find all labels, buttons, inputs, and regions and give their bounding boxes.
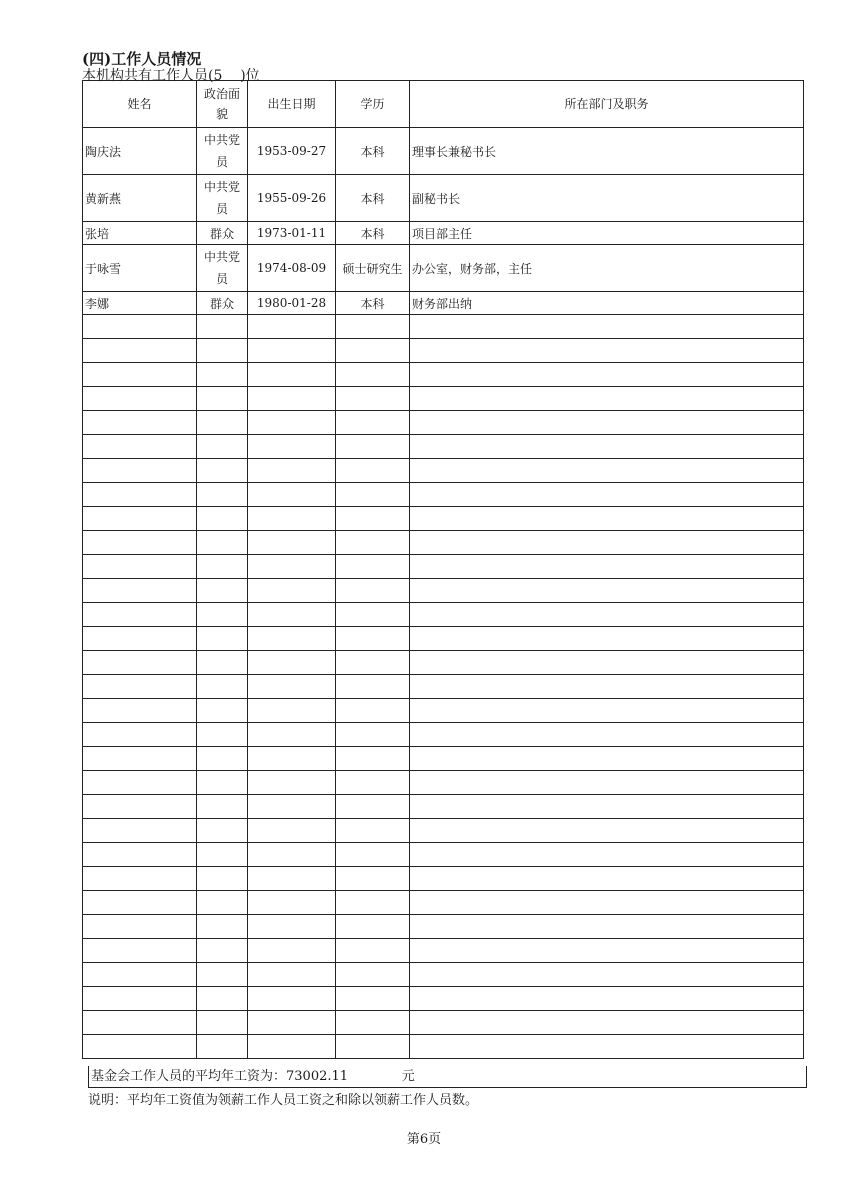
empty-cell	[83, 843, 197, 867]
empty-cell	[410, 891, 804, 915]
empty-cell	[410, 459, 804, 483]
empty-cell	[197, 531, 248, 555]
table-row	[83, 292, 804, 315]
empty-table-row	[83, 483, 804, 507]
empty-cell	[410, 651, 804, 675]
empty-cell	[410, 507, 804, 531]
cell-name: 黄新燕	[83, 175, 197, 222]
empty-cell	[410, 435, 804, 459]
staff-count-value: 5	[213, 68, 223, 84]
empty-cell	[83, 459, 197, 483]
average-salary-value: 73002.11	[286, 1069, 349, 1084]
empty-table-row	[83, 315, 804, 339]
empty-cell	[197, 363, 248, 387]
empty-cell	[410, 843, 804, 867]
header-education: 学历	[336, 81, 410, 128]
empty-cell	[410, 675, 804, 699]
empty-cell	[336, 747, 410, 771]
empty-cell	[83, 963, 197, 987]
empty-cell	[336, 1035, 410, 1059]
empty-cell	[83, 771, 197, 795]
empty-cell	[197, 603, 248, 627]
empty-cell	[336, 459, 410, 483]
empty-cell	[197, 507, 248, 531]
empty-cell	[83, 411, 197, 435]
cell-birth: 1955-09-26	[248, 175, 336, 222]
empty-cell	[197, 555, 248, 579]
empty-cell	[248, 459, 336, 483]
empty-cell	[197, 387, 248, 411]
empty-cell	[410, 627, 804, 651]
cell-education: 本科	[336, 175, 410, 222]
empty-cell	[197, 483, 248, 507]
table-header-row	[83, 81, 804, 128]
empty-cell	[336, 603, 410, 627]
empty-cell	[83, 1011, 197, 1035]
empty-cell	[248, 1011, 336, 1035]
empty-cell	[410, 795, 804, 819]
empty-table-row	[83, 819, 804, 843]
empty-cell	[248, 315, 336, 339]
empty-cell	[248, 771, 336, 795]
cell-education: 本科	[336, 222, 410, 245]
empty-table-row	[83, 939, 804, 963]
empty-cell	[197, 843, 248, 867]
empty-table-row	[83, 339, 804, 363]
empty-cell	[336, 507, 410, 531]
empty-table-row	[83, 915, 804, 939]
empty-cell	[83, 1035, 197, 1059]
table-row	[83, 245, 804, 292]
cell-name: 陶庆法	[83, 128, 197, 175]
empty-cell	[197, 699, 248, 723]
empty-cell	[336, 699, 410, 723]
empty-cell	[336, 795, 410, 819]
empty-table-row	[83, 747, 804, 771]
empty-cell	[248, 867, 336, 891]
empty-cell	[336, 627, 410, 651]
empty-cell	[410, 315, 804, 339]
salary-note: 说明：平均年工资值为领薪工作人员工资之和除以领薪工作人员数。	[88, 1093, 479, 1108]
staff-count-prefix: 本机构共有工作人员(	[82, 68, 214, 84]
empty-cell	[248, 363, 336, 387]
empty-cell	[336, 435, 410, 459]
empty-table-row	[83, 1035, 804, 1059]
header-name: 姓名	[83, 81, 197, 128]
empty-table-row	[83, 531, 804, 555]
cell-political: 中共党 员	[197, 128, 248, 175]
empty-cell	[410, 771, 804, 795]
empty-cell	[410, 699, 804, 723]
empty-table-row	[83, 411, 804, 435]
cell-birth: 1953-09-27	[248, 128, 336, 175]
table-row	[83, 222, 804, 245]
empty-cell	[248, 531, 336, 555]
empty-cell	[83, 315, 197, 339]
empty-cell	[410, 555, 804, 579]
empty-cell	[248, 699, 336, 723]
empty-cell	[410, 939, 804, 963]
empty-cell	[336, 723, 410, 747]
cell-name: 张培	[83, 222, 197, 245]
empty-table-row	[83, 507, 804, 531]
empty-cell	[410, 363, 804, 387]
empty-cell	[197, 963, 248, 987]
empty-cell	[336, 867, 410, 891]
table-row	[83, 128, 804, 175]
empty-cell	[336, 651, 410, 675]
empty-table-row	[83, 675, 804, 699]
empty-cell	[83, 387, 197, 411]
cell-political: 中共党 员	[197, 175, 248, 222]
empty-cell	[83, 699, 197, 723]
empty-cell	[336, 411, 410, 435]
empty-table-row	[83, 723, 804, 747]
empty-cell	[336, 843, 410, 867]
empty-table-row	[83, 699, 804, 723]
empty-cell	[248, 435, 336, 459]
empty-cell	[248, 843, 336, 867]
empty-cell	[410, 963, 804, 987]
empty-cell	[248, 627, 336, 651]
section-title: (四)工作人员情况	[82, 50, 202, 68]
empty-cell	[336, 579, 410, 603]
staff-table-body	[83, 128, 804, 1059]
empty-cell	[83, 579, 197, 603]
empty-table-row	[83, 795, 804, 819]
empty-cell	[197, 819, 248, 843]
cell-education: 本科	[336, 292, 410, 315]
empty-cell	[197, 339, 248, 363]
empty-table-row	[83, 627, 804, 651]
empty-cell	[197, 459, 248, 483]
empty-cell	[83, 915, 197, 939]
empty-cell	[197, 579, 248, 603]
empty-cell	[410, 867, 804, 891]
empty-table-row	[83, 771, 804, 795]
empty-table-row	[83, 651, 804, 675]
empty-cell	[197, 987, 248, 1011]
empty-cell	[83, 627, 197, 651]
empty-cell	[83, 867, 197, 891]
empty-cell	[410, 1035, 804, 1059]
empty-cell	[410, 915, 804, 939]
staff-table	[82, 80, 804, 1059]
empty-cell	[83, 435, 197, 459]
empty-cell	[83, 555, 197, 579]
empty-cell	[410, 531, 804, 555]
average-salary-unit: 元	[401, 1069, 415, 1084]
empty-cell	[248, 891, 336, 915]
empty-cell	[248, 963, 336, 987]
empty-cell	[410, 723, 804, 747]
empty-cell	[410, 1011, 804, 1035]
empty-table-row	[83, 387, 804, 411]
cell-department: 项目部主任	[410, 222, 804, 245]
cell-department: 理事长兼秘书长	[410, 128, 804, 175]
empty-table-row	[83, 555, 804, 579]
empty-cell	[83, 651, 197, 675]
empty-cell	[83, 603, 197, 627]
cell-political: 中共党 员	[197, 245, 248, 292]
empty-cell	[410, 411, 804, 435]
table-row	[83, 175, 804, 222]
empty-cell	[248, 723, 336, 747]
empty-table-row	[83, 843, 804, 867]
empty-cell	[83, 723, 197, 747]
empty-cell	[197, 411, 248, 435]
empty-cell	[410, 987, 804, 1011]
cell-name: 于咏雪	[83, 245, 197, 292]
empty-cell	[336, 483, 410, 507]
empty-cell	[410, 387, 804, 411]
empty-table-row	[83, 459, 804, 483]
empty-table-row	[83, 363, 804, 387]
cell-birth: 1974-08-09	[248, 245, 336, 292]
empty-table-row	[83, 603, 804, 627]
empty-cell	[83, 747, 197, 771]
empty-cell	[248, 747, 336, 771]
empty-cell	[248, 579, 336, 603]
empty-cell	[336, 1011, 410, 1035]
empty-cell	[248, 795, 336, 819]
empty-cell	[248, 915, 336, 939]
empty-cell	[197, 315, 248, 339]
empty-cell	[197, 867, 248, 891]
empty-table-row	[83, 1011, 804, 1035]
empty-cell	[336, 387, 410, 411]
empty-cell	[197, 747, 248, 771]
empty-cell	[197, 891, 248, 915]
empty-cell	[197, 651, 248, 675]
header-political: 政治面 貌	[197, 81, 248, 128]
cell-department: 副秘书长	[410, 175, 804, 222]
empty-cell	[83, 531, 197, 555]
empty-cell	[83, 939, 197, 963]
empty-cell	[410, 819, 804, 843]
empty-cell	[336, 675, 410, 699]
empty-table-row	[83, 579, 804, 603]
empty-cell	[336, 555, 410, 579]
empty-cell	[248, 675, 336, 699]
empty-cell	[83, 507, 197, 531]
empty-table-row	[83, 435, 804, 459]
empty-table-row	[83, 987, 804, 1011]
page-number: 第6页	[406, 1132, 442, 1147]
empty-cell	[83, 795, 197, 819]
cell-name: 李娜	[83, 292, 197, 315]
staff-count-suffix: )位	[240, 68, 260, 84]
empty-cell	[336, 339, 410, 363]
empty-cell	[197, 1011, 248, 1035]
empty-cell	[83, 987, 197, 1011]
cell-birth: 1980-01-28	[248, 292, 336, 315]
empty-cell	[83, 675, 197, 699]
empty-cell	[336, 315, 410, 339]
empty-cell	[336, 819, 410, 843]
empty-cell	[410, 339, 804, 363]
empty-table-row	[83, 891, 804, 915]
empty-cell	[336, 915, 410, 939]
header-department: 所在部门及职务	[410, 81, 804, 128]
empty-cell	[336, 771, 410, 795]
empty-cell	[336, 987, 410, 1011]
empty-cell	[336, 963, 410, 987]
cell-department: 财务部出纳	[410, 292, 804, 315]
cell-birth: 1973-01-11	[248, 222, 336, 245]
empty-cell	[248, 411, 336, 435]
empty-cell	[248, 483, 336, 507]
empty-cell	[197, 435, 248, 459]
average-salary-label: 基金会工作人员的平均年工资为：	[91, 1069, 287, 1084]
empty-cell	[248, 387, 336, 411]
empty-cell	[197, 915, 248, 939]
empty-cell	[410, 579, 804, 603]
empty-cell	[197, 1035, 248, 1059]
empty-cell	[83, 819, 197, 843]
empty-cell	[248, 1035, 336, 1059]
empty-cell	[410, 747, 804, 771]
empty-cell	[83, 363, 197, 387]
empty-cell	[83, 891, 197, 915]
cell-department: 办公室，财务部，主任	[410, 245, 804, 292]
empty-cell	[248, 939, 336, 963]
empty-cell	[336, 363, 410, 387]
empty-cell	[197, 675, 248, 699]
empty-cell	[336, 531, 410, 555]
empty-cell	[197, 939, 248, 963]
empty-cell	[248, 555, 336, 579]
empty-cell	[248, 819, 336, 843]
empty-cell	[197, 795, 248, 819]
cell-political: 群众	[197, 292, 248, 315]
cell-education: 硕士研究生	[336, 245, 410, 292]
empty-cell	[336, 891, 410, 915]
empty-cell	[410, 483, 804, 507]
cell-education: 本科	[336, 128, 410, 175]
average-salary-line	[88, 1066, 807, 1088]
empty-cell	[336, 939, 410, 963]
empty-cell	[83, 483, 197, 507]
empty-cell	[410, 603, 804, 627]
empty-cell	[248, 987, 336, 1011]
empty-cell	[197, 771, 248, 795]
empty-cell	[83, 339, 197, 363]
empty-table-row	[83, 963, 804, 987]
empty-cell	[248, 339, 336, 363]
header-birth: 出生日期	[248, 81, 336, 128]
empty-cell	[248, 603, 336, 627]
empty-cell	[248, 651, 336, 675]
empty-cell	[197, 723, 248, 747]
cell-political: 群众	[197, 222, 248, 245]
empty-cell	[248, 507, 336, 531]
empty-table-row	[83, 867, 804, 891]
empty-cell	[197, 627, 248, 651]
